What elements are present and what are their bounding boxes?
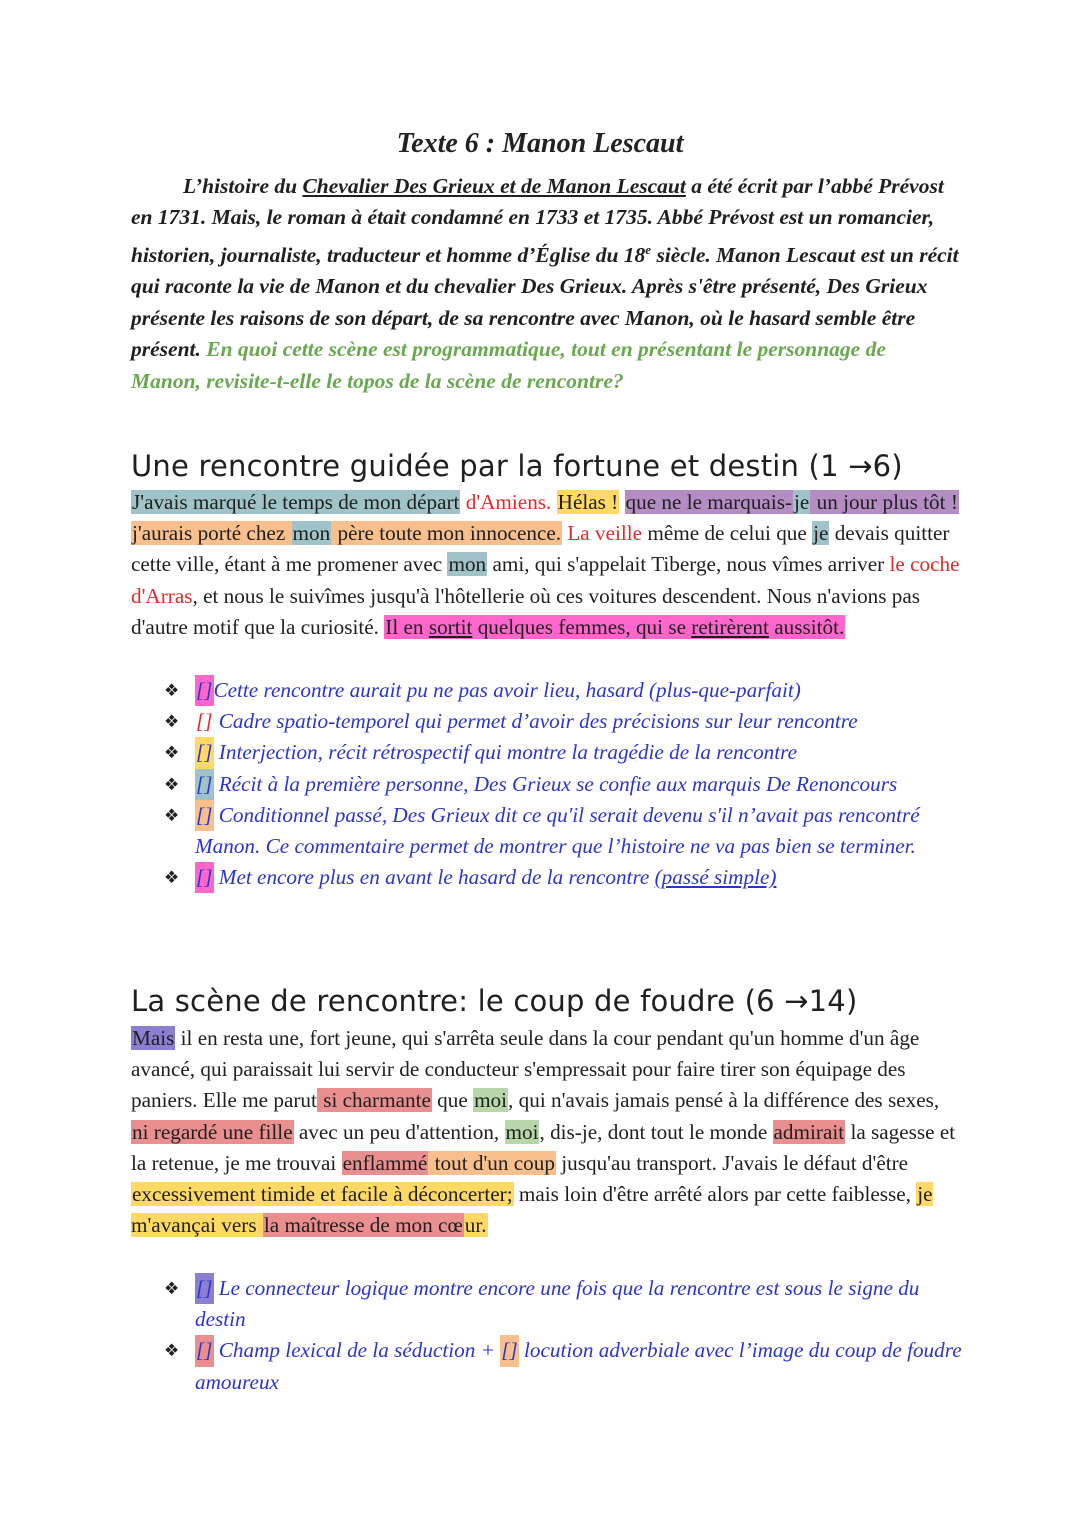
highlight-salmon: si charmante [317,1088,431,1113]
text-run: jusqu'au transport. J'avais le défaut d'être [555,1150,909,1175]
highlight-steel: J'avais marqué le temps de mon départ [132,490,460,514]
note-underlined: (passé simple) [654,865,777,890]
note-text: Cette rencontre aurait pu ne pas avoir lieu, hasard (plus-que-parfait) [213,678,801,702]
note-item [164,800,964,862]
text-run: la sagesse et la retenue, je me trouvai [131,1119,956,1175]
text-run [551,490,556,514]
note-text: Champ lexical de la séduction + [213,1338,501,1363]
color-swatch: [] [196,709,213,734]
text-run: , dis-je, dont tout le monde [539,1119,773,1144]
text-run [619,490,624,514]
note-item [164,1335,964,1397]
highlight-salmon: admirait [773,1119,845,1144]
text-run: quelques femmes, qui se [472,614,692,639]
highlight-yellow: excessivement timide et facile à déconcerter; [132,1182,513,1207]
color-swatch: [] [195,800,214,831]
text-run: Il en [385,614,429,639]
highlight-salmon: ni regardé une fille [132,1119,293,1144]
text-run: , et nous le suivîmes jusqu'à l'hôtellerie où ces voitures descendent. Nous n'avions pas d'autre motif que la curiosité. [131,583,921,639]
color-swatch: [] [195,769,214,800]
color-swatch: [] [195,862,214,893]
highlight-green: moi [505,1119,539,1144]
diamond-bullet-icon: ❖ [164,712,180,732]
note-item [164,1273,964,1335]
text-run: même de celui que [642,521,813,546]
section-1-notes [164,675,964,893]
section-2-text [131,1023,961,1241]
time-red: La veille [567,521,643,546]
highlight-purple: que ne le marquais- [625,490,793,514]
text-run: aussitôt. [768,614,845,639]
diamond-bullet-icon: ❖ [164,743,180,763]
note-item [164,737,964,768]
intro-text-1: L’histoire du [183,174,303,198]
highlight-steel: je [794,490,810,514]
section-2-heading: La scène de rencontre: le coup de foudre (6 →14) [131,984,858,1018]
section-2-notes [164,1273,964,1398]
highlight-yellow: je m'avançai vers [131,1182,933,1238]
note-text: Conditionnel passé, Des Grieux dit ce qu'il serait devenu s'il n’avait pas rencontré Manon. Ce commentaire permet de montrer que l’histoire ne va pas bien se terminer. [195,802,920,859]
highlight-steel: mon [292,521,331,546]
color-swatch: [] [195,1335,214,1366]
note-item [164,862,964,893]
diamond-bullet-icon: ❖ [164,1341,180,1361]
highlight-peach: père toute mon innocence. [332,521,562,546]
diamond-bullet-icon: ❖ [164,774,180,794]
text-run: ami, qui s'appelait Tiberge, nous vîmes arriver [487,552,890,577]
note-text: Récit à la première personne, Des Grieux se confie aux marquis De Renoncours [213,771,898,796]
highlight-steel: je [813,521,829,546]
diamond-bullet-icon: ❖ [164,681,180,700]
note-item [164,769,964,800]
note-text: Cadre spatio-temporel qui permet d’avoir des précisions sur leur rencontre [213,709,858,734]
place-red: le coche d'Arras [131,552,960,608]
intro-book-title: Chevalier Des Grieux et de Manon Lescaut [302,174,686,198]
section-1-text [131,487,961,643]
highlight-salmon: la maîtresse de mon cœ [263,1213,463,1238]
highlight-green: moi [474,1088,508,1113]
highlight-yellow: Hélas ! [557,490,619,514]
highlight-steel: mon [448,552,487,577]
highlight-yellow: ur. [464,1213,487,1238]
note-item [164,675,964,706]
intro-paragraph [131,171,961,397]
problematic-question: En quoi cette scène est programmatique, tout en présentant le personnage de Manon, revisite-t-elle le topos de la scène de rencontre? [131,337,886,393]
underlined-verb: sortit [428,614,473,639]
color-swatch: [] [195,1273,214,1304]
intro-text-3: siècle. Manon Lescaut est un récit qui raconte la vie de Manon et du chevalier Des Grieux. Après s'être présenté, Des Grieux présente les raisons de son départ, de sa rencontre avec Manon, où le hasard semble être présent. [131,242,959,362]
highlight-salmon: enflammé [342,1150,428,1175]
diamond-bullet-icon: ❖ [164,1279,180,1298]
diamond-bullet-icon: ❖ [164,805,180,825]
highlight-pink [384,615,845,639]
color-swatch: [] [195,675,214,706]
highlight-peach: j'aurais porté chez [132,521,291,546]
diamond-bullet-icon: ❖ [164,868,180,888]
note-text: locution adverbiale avec l’image du coup de foudre amoureux [195,1338,962,1394]
note-text: Met encore plus en avant le hasard de la rencontre [213,865,655,890]
note-item [164,706,964,737]
highlight-indigo: Mais [132,1026,175,1050]
text-run: devais quitter cette ville, étant à me promener avec [131,521,950,577]
highlight-purple: un jour plus tôt ! [811,490,958,514]
place-red: d'Amiens. [460,490,552,514]
text-run: que [431,1088,474,1113]
text-run: il en resta une, fort jeune, qui s'arrêta seule dans la cour pendant qu'un homme d'un âge avancé, qui paraissait lui servir de conducteur s'empressait pour faire tirer son équipage des paniers. Elle me parut [131,1026,920,1113]
note-text: Le connecteur logique montre encore une fois que la rencontre est sous le signe du destin [195,1276,920,1332]
intro-text-2: a été écrit par l’abbé Prévost en 1731. Mais, le roman à était condamné en 1733 et 1735. Abbé Prévost est un romancier, historien, journaliste, traducteur et homme d’Église du 18 [131,174,944,267]
note-text: Interjection, récit rétrospectif qui montre la tragédie de la rencontre [213,740,798,765]
underlined-verb: retirèrent [691,614,769,639]
color-swatch: [] [500,1335,519,1366]
text-run: avec un peu d'attention, [293,1119,505,1144]
text-run: , qui n'avais jamais pensé à la différence des sexes, [508,1088,940,1113]
color-swatch: [] [195,737,214,768]
page-title: Texte 6 : Manon Lescaut [396,128,684,159]
section-1-heading: Une rencontre guidée par la fortune et destin (1 →6) [131,449,903,483]
intro-superscript: e [645,241,652,257]
highlight-peach: tout d'un coup [429,1150,555,1175]
text-run: mais loin d'être arrêté alors par cette faiblesse, [513,1182,917,1207]
